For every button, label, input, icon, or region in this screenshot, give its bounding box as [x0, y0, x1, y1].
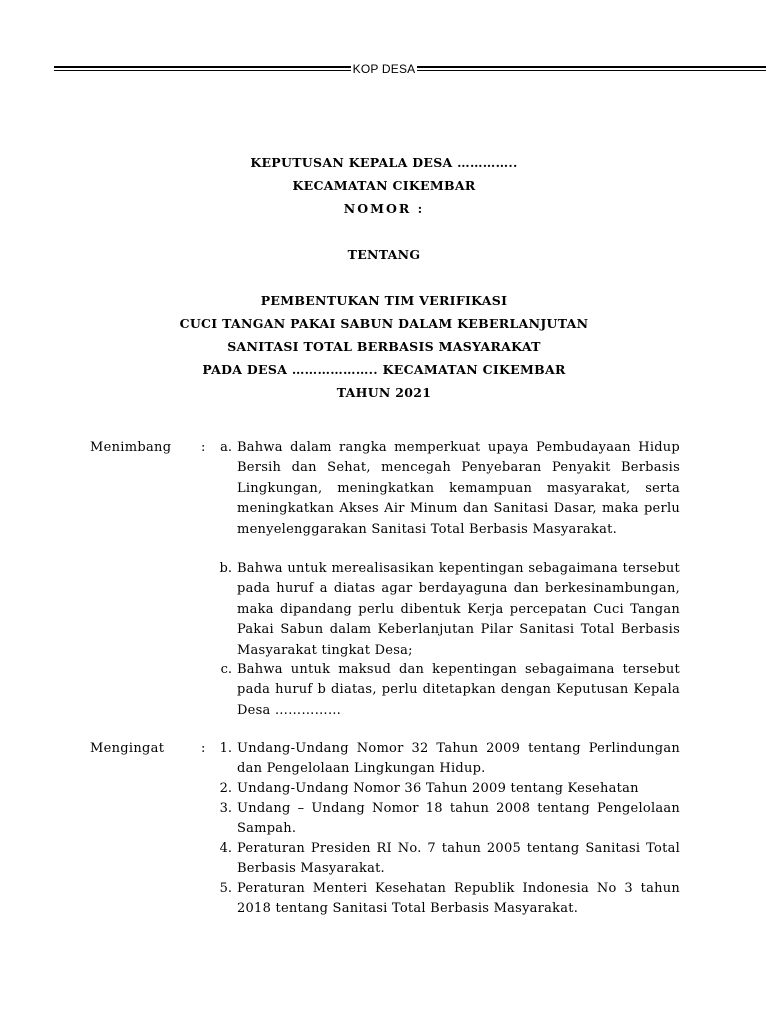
tentang-label: TENTANG: [347, 247, 421, 262]
item-marker: 5.: [219, 881, 232, 896]
item-text: Undang – Undang Nomor 18 tahun 2008 tentang Pengelolaan Sampah.: [237, 801, 680, 837]
item-marker: c.: [220, 662, 232, 677]
number-label: NOMOR :: [343, 201, 425, 216]
item-text: Bahwa dalam rangka memperkuat upaya Pembudayaan Hidup Bersih dan Sehat, mencegah Penyebaran Penyakit Berbasis Lingkungan, meningkatkan kemampuan masyarakat, serta meningkatkan Akses Air Minum dan Sanitasi Dasar, maka perlu menyelenggarakan Sanitasi Total Berbasis Masyarakat.: [237, 440, 680, 537]
item-marker: 1.: [219, 741, 232, 756]
kop-desa-text: KOP DESA: [352, 62, 416, 76]
subject-line-2: CUCI TANGAN PAKAI SABUN DALAM KEBERLANJUTAN: [179, 316, 589, 331]
item-text: Bahwa untuk maksud dan kepentingan sebagaimana tersebut pada huruf b diatas, perlu ditetapkan dengan Keputusan Kepala Desa ……………: [237, 662, 680, 718]
decree-title: KEPUTUSAN KEPALA DESA …………..: [250, 155, 518, 170]
item-marker: a.: [220, 440, 232, 455]
subject-line-3: SANITASI TOTAL BERBASIS MASYARAKAT: [227, 339, 541, 354]
kop-desa-header: [0, 62, 768, 76]
item-text: Undang-Undang Nomor 36 Tahun 2009 tentang Kesehatan: [237, 781, 639, 796]
item-text: Bahwa untuk merealisasikan kepentingan sebagaimana tersebut pada huruf a diatas agar berdayaguna dan berkesinambungan, maka dipandang perlu dibentuk Kerja percepatan Cuci Tangan Pakai Sabun dalam Keberlanjutan Pilar Sanitasi Total Berbasis Masyarakat tingkat Desa;: [237, 561, 680, 658]
item-text: Undang-Undang Nomor 32 Tahun 2009 tentang Perlindungan dan Pengelolaan Lingkungan Hidup.: [237, 741, 680, 777]
item-text: Peraturan Presiden RI No. 7 tahun 2005 tentang Sanitasi Total Berbasis Masyarakat.: [237, 841, 680, 877]
subject-line-1: PEMBENTUKAN TIM VERIFIKASI: [260, 293, 508, 308]
mengingat-label: Mengingat: [90, 741, 165, 756]
menimbang-label: Menimbang: [90, 440, 172, 455]
item-marker: 2.: [219, 781, 232, 796]
subdistrict-title: KECAMATAN CIKEMBAR: [292, 178, 476, 193]
item-marker: 3.: [219, 801, 232, 816]
item-marker: b.: [219, 561, 232, 576]
item-marker: 4.: [219, 841, 232, 856]
item-text: Peraturan Menteri Kesehatan Republik Indonesia No 3 tahun 2018 tentang Sanitasi Total Berbasis Masyarakat.: [237, 881, 680, 917]
subject-line-5: TAHUN 2021: [336, 385, 432, 400]
subject-line-4: PADA DESA ……………….. KECAMATAN CIKEMBAR: [202, 362, 566, 377]
menimbang-colon: :: [201, 440, 206, 455]
mengingat-colon: :: [201, 741, 206, 756]
